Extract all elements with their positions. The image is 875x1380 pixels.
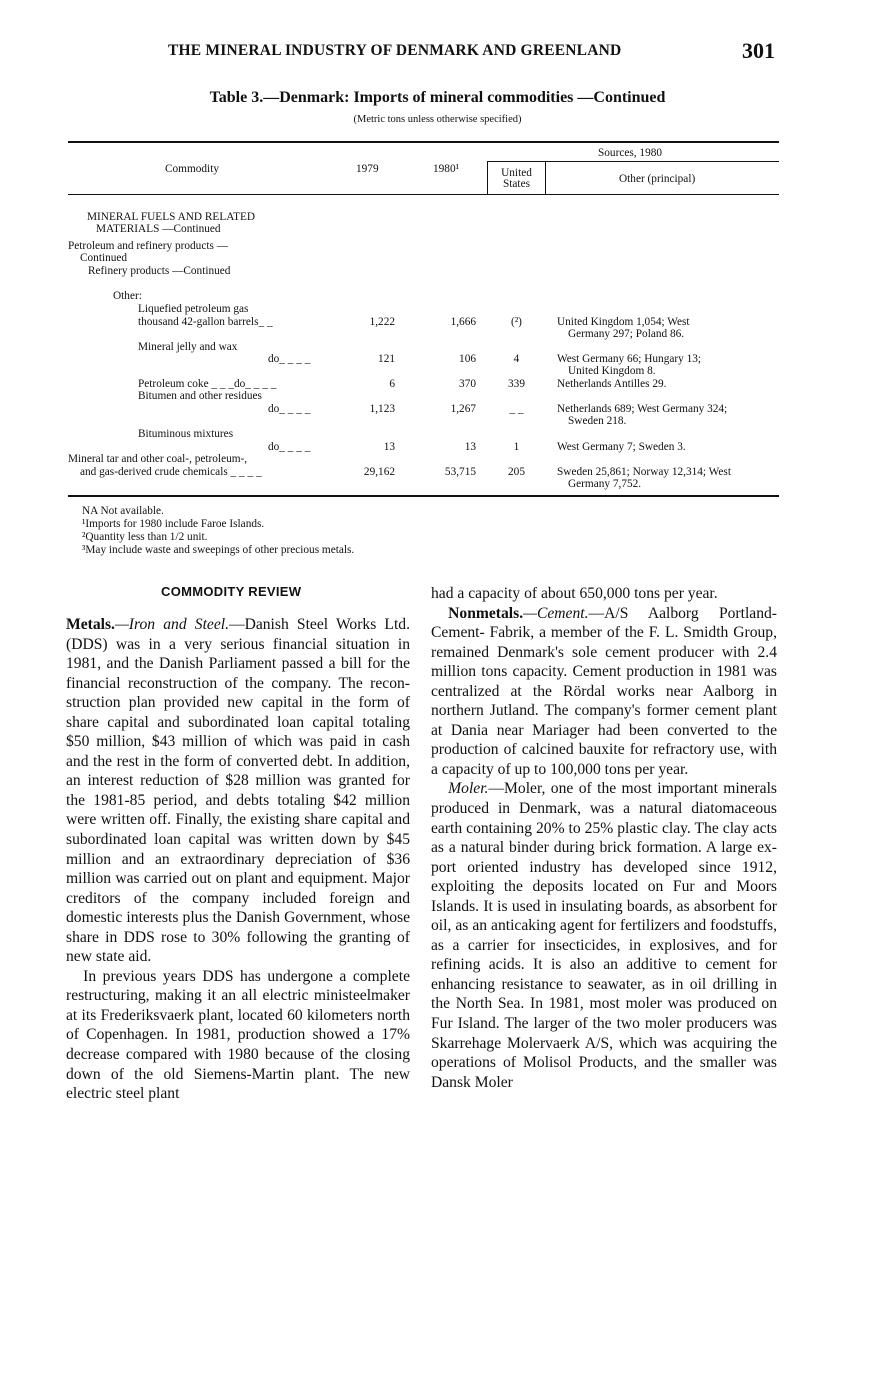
paragraph: In previous years DDS has undergone a complete restructuring, making it an all electric ministeelmaker at its Frederiksvaerk plant, located 60 kilometers north of Copenhagen. In 1981, production showed a 17% decrease compared with 1980 because of the closing down of the old Siemens-Martin plant. The new electric steel plant — [66, 967, 410, 1103]
page-number: 301 — [742, 38, 775, 63]
header-us-line2: States — [503, 178, 530, 190]
table-cell-other: Netherlands Antilles 29. — [557, 378, 667, 390]
paragraph-text: —Moler, one of the most important minerals produced in Denmark, was a natural diatomaceous earth containing 20% to 25% plastic clay. The clay acts as a natural binder during brick formation. A large export oriented industry has developed since 1912, exploiting the deposits located on Fur and Moors Islands. It is used in insulating boards, as absorbent for oil, as an anticaking agent for fertilizers and foodstuffs, as a carrier for insecticides, in explosives, and for refining acids. It is also an additive to cement for enhancing resistance to seawater, as in oil drilling in the North Sea. In 1981, most moler was produced on Fur Island. The larger of the two moler producers was Skarrehage Molervaerk A/S, which was acquiring the operations of Molisol Products, and the smaller was Dansk Moler — [431, 780, 777, 1091]
footnote: NA Not available. — [82, 505, 164, 517]
table-cell-other: Germany 297; Poland 86. — [568, 328, 685, 340]
paragraph: had a capacity of about 650,000 tons per year. — [431, 585, 718, 602]
table-cell-1980: 1,267 — [450, 403, 476, 415]
run-in-subhead: —Iron and Steel. — [114, 616, 229, 633]
run-in-subhead: —Cement. — [523, 604, 589, 622]
section-line: Continued — [80, 252, 128, 264]
table-cell-other: United Kingdom 8. — [568, 365, 656, 377]
table-cell-1979: 29,162 — [363, 466, 395, 478]
table-cell-other: Sweden 218. — [568, 415, 627, 427]
section-line: Other: — [113, 290, 142, 302]
table-subtitle: (Metric tons unless otherwise specified) — [353, 114, 522, 125]
section-line: Refinery products —Continued — [88, 265, 231, 277]
table-row-label: Mineral tar and other coal-, petroleum-, — [68, 453, 248, 465]
table-cell-1979: 1,222 — [369, 316, 395, 328]
table-cell-us: (²) — [511, 316, 522, 328]
run-in-head: Metals. — [66, 616, 115, 633]
sources-divider-left — [487, 161, 488, 194]
header-1980: 1980¹ — [433, 163, 459, 175]
paragraph — [431, 604, 777, 780]
table-cell-1979: 121 — [378, 353, 395, 365]
table-row-label: Bitumen and other residues — [138, 390, 262, 402]
table-cell-other: West Germany 66; Hungary 13; — [557, 353, 702, 365]
table-row-label: Mineral jelly and wax — [138, 341, 238, 353]
header-us-line1: United — [501, 167, 532, 179]
table-cell-other: United Kingdom 1,054; West — [557, 316, 690, 328]
table-cell-other: Germany 7,752. — [568, 478, 642, 490]
text-column-right — [431, 584, 777, 1092]
table-cell-1980: 370 — [459, 378, 476, 390]
paragraph — [431, 779, 777, 1092]
header-sources: Sources, 1980 — [598, 147, 663, 159]
table-cell-other: Netherlands 689; West Germany 324; — [557, 403, 728, 415]
header-1979: 1979 — [356, 163, 379, 175]
footnote: ²Quantity less than 1/2 unit. — [82, 531, 208, 543]
table-row-label: Petroleum coke _ _ _do_ _ _ _ — [138, 378, 277, 390]
paragraph-text: —A/S Aalborg Portland-Cement- Fabrik, a member of the F. L. Smidth Group, remained Denmark's sole cement producer with 2.4 million tons capacity. Cement production in 1981 was centralized at the Rördal works near Aalborg in northern Jutland. The company's former cement plant at Dania near Mariager had been converted to the production of calcined bauxite for refractory use, with a capacity of up to 100,000 tons per year. — [431, 604, 777, 778]
text-column-left — [66, 615, 410, 1104]
table-title: Table 3.—Denmark: Imports of mineral commodities —Continued — [209, 89, 666, 106]
table-cell-1980: 13 — [464, 441, 476, 453]
table-row-label: do_ _ _ _ — [268, 441, 311, 453]
table-row-label: do_ _ _ _ — [268, 403, 311, 415]
table-cell-1980: 53,715 — [444, 466, 476, 478]
table-row-label: Liquefied petroleum gas — [138, 303, 249, 315]
footnote: ³May include waste and sweepings of other precious metals. — [82, 544, 355, 556]
section-line: Petroleum and refinery products — — [68, 240, 228, 252]
table-cell-1979: 1,123 — [369, 403, 395, 415]
table-cell-us: 339 — [508, 378, 525, 390]
table-row-label: Bituminous mixtures — [138, 428, 234, 440]
section-heading: COMMODITY REVIEW — [161, 584, 302, 599]
paragraph — [66, 615, 410, 967]
header-bottom-rule — [68, 194, 779, 195]
header-other: Other (principal) — [619, 173, 696, 185]
sources-rule — [487, 161, 779, 162]
table-top-rule — [68, 141, 779, 143]
table-row-label: thousand 42-gallon barrels_ _ — [138, 316, 273, 328]
table-cell-us: _ _ — [509, 403, 524, 415]
table-cell-1980: 1,666 — [450, 316, 476, 328]
table-cell-us: 205 — [508, 466, 525, 478]
table-cell-other: West Germany 7; Sweden 3. — [557, 441, 686, 453]
section-line: MINERAL FUELS AND RELATED — [87, 211, 256, 223]
table-row-label: and gas-derived crude chemicals _ _ _ _ — [80, 466, 262, 478]
table-bottom-rule — [68, 495, 779, 497]
table-row-label: do_ _ _ _ — [268, 353, 311, 365]
footnote: ¹Imports for 1980 include Faroe Islands. — [82, 518, 265, 530]
table-cell-us: 1 — [513, 441, 520, 453]
run-in-subhead: Moler. — [448, 780, 489, 798]
paragraph-text: —Danish Steel Works Ltd. (DDS) was in a very serious financial situation in 1981, and the Danish Parliament passed a bill for the financial reconstruction of the company. The reconstruction plan provided new capital in the form of share capital and subordinated loan capital totaling $50 million, $43 million of which was paid in cash and the rest in the form of converted debt. In addition, an interest reduction of $28 million was granted for the 1981-85 period, and debts totaling $42 million were written off. Finally, the existing share capital and subordinated loan capital was written down by $45 million and an extraordinary depreciation of $36 million was carried out on plant and equipment. Major creditors of the company included foreign and domestic interests plus the Danish Government, whose share in DDS rose to 30% following the granting of new state aid. — [66, 616, 410, 966]
table-cell-other: Sweden 25,861; Norway 12,314; West — [557, 466, 731, 478]
table-cell-1979: 6 — [389, 378, 395, 390]
section-line: MATERIALS —Continued — [96, 223, 221, 235]
sources-divider-mid — [545, 161, 546, 194]
table-cell-1979: 13 — [383, 441, 395, 453]
table-cell-1980: 106 — [459, 353, 476, 365]
running-head: THE MINERAL INDUSTRY OF DENMARK AND GREENLAND — [168, 42, 622, 59]
table-cell-us: 4 — [513, 353, 520, 365]
header-commodity: Commodity — [165, 163, 219, 175]
run-in-head: Nonmetals. — [448, 604, 524, 622]
